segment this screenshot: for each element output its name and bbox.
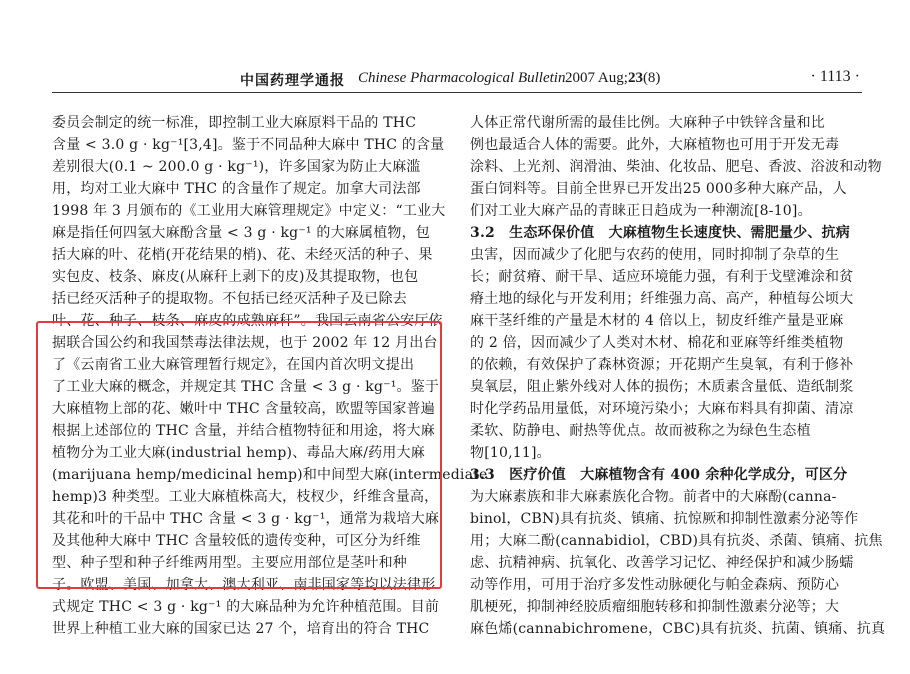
- text-line: 叶、花、种子、枝条、麻皮的成熟麻秆”。我国云南省公安厅依: [52, 313, 443, 329]
- text-line: 虑、抗精神病、抗氧化、改善学习记忆、神经保护和减少肠蠕: [470, 555, 854, 571]
- text-line: 子。欧盟、美国、加拿大、澳大利亚、南非国家等均以法律形: [52, 577, 436, 593]
- text-line: 委员会制定的统一标准，即控制工业大麻原料干品的 THC: [52, 115, 417, 131]
- section-heading-line: 3.2 生态环保价值 大麻植物生长速度快、需肥量少、抗病: [470, 225, 850, 241]
- text-line: 1998 年 3 月颁布的《工业用大麻管理规定》中定义：“工业大: [52, 203, 446, 219]
- text-line: 柔软、防静电、耐热等优点。故而被称之为绿色生态植: [470, 423, 811, 439]
- text-line: 虫害，因而减少了化肥与农药的使用，同时抑制了杂草的生: [470, 247, 840, 263]
- text-line: binol，CBN)具有抗炎、镇痛、抗惊厥和抑制性激素分泌等作: [470, 511, 859, 527]
- issue-date: 2007 Aug;: [565, 70, 628, 86]
- running-header: [240, 68, 860, 90]
- text-line: 蛋白饲料等。目前全世界已开发出25 000多种大麻产品，人: [470, 181, 847, 197]
- text-line: 人体正常代谢所需的最佳比例。大麻种子中铁锌含量和比: [470, 115, 825, 131]
- text-line: 了《云南省工业大麻管理暂行规定》，在国内首次明文提出: [52, 357, 415, 373]
- text-line: 差别很大(0.1 ~ 200.0 g · kg⁻¹)，许多国家为防止大麻滥: [52, 159, 421, 175]
- page-number: · 1113 ·: [810, 68, 860, 85]
- text-line: 物[10,11]。: [470, 445, 551, 461]
- text-line: 的 2 倍，因而减少了人类对木材、棉花和亚麻等纤维类植物: [470, 335, 844, 351]
- text-line: 们对工业大麻产品的青睐正日趋成为一种潮流[8-10]。: [470, 203, 812, 219]
- text-line: 例也最适合人体的需要。此外，大麻植物也可用于开发无毒: [470, 137, 840, 153]
- text-line: 时化学药品用量低，对环境污染小；大麻布料具有抑菌、清凉: [470, 401, 854, 417]
- text-line: 式规定 THC < 3 g · kg⁻¹ 的大麻品种为允许种植范围。目前: [52, 599, 440, 615]
- text-line: 括已经灭活种子的提取物。不包括已经灭活种子及已除去: [52, 291, 407, 307]
- text-line: 的依赖，有效保护了森林资源；开花期产生臭氧，有利于修补: [470, 357, 854, 373]
- text-line: 用，均对工业大麻中 THC 的含量作了规定。加拿大司法部: [52, 181, 421, 197]
- text-line: 大麻植物上部的花、嫩叶中 THC 含量较高，欧盟等国家普遍: [52, 401, 435, 417]
- text-line: hemp)3 种类型。工业大麻植株高大，枝杈少，纤维含量高，: [52, 489, 439, 505]
- text-line: 瘠土地的绿化与开发利用；纤维强力高、高产，种植每公顷大: [470, 291, 854, 307]
- text-line: 世界上种植工业大麻的国家已达 27 个，培育出的符合 THC: [52, 621, 430, 637]
- text-line: 含量 < 3.0 g · kg⁻¹[3,4]。鉴于不同品种大麻中 THC 的含量: [52, 137, 445, 153]
- text-line: 麻色烯(cannabichromene，CBC)具有抗炎、抗菌、镇痛、抗真: [470, 621, 886, 637]
- volume-number: 23: [627, 70, 643, 86]
- text-line: 为大麻素族和非大麻素族化合物。前者中的大麻酚(canna-: [470, 489, 837, 505]
- issue-number: (8): [642, 70, 661, 86]
- text-line: 长；耐贫瘠、耐干旱、适应环境能力强，有利于戈壁滩涂和贫: [470, 269, 854, 285]
- text-line: 用；大麻二酚(cannabidiol，CBD)具有抗炎、杀菌、镇痛、抗焦: [470, 533, 883, 549]
- text-line: 其花和叶的干品中 THC 含量 < 3 g · kg⁻¹，通常为栽培大麻: [52, 511, 440, 527]
- journal-title-en: Chinese Pharmacological Bulletin: [358, 70, 566, 86]
- text-line: (marijuana hemp/medicinal hemp)和中间型大麻(intermediate: [52, 467, 488, 483]
- text-line: 及其他种大麻中 THC 含量较低的遗传变种，可区分为纤维: [52, 533, 421, 549]
- text-line: 据联合国公约和我国禁毒法律法规，也于 2002 年 12 月出台: [52, 335, 438, 351]
- text-line: 麻是指任何四氢大麻酚含量 < 3 g · kg⁻¹ 的大麻属植物，包: [52, 225, 430, 241]
- text-line: 植物分为工业大麻(industrial hemp)、毒品大麻/药用大麻: [52, 445, 425, 461]
- text-line: 动等作用，可用于治疗多发性动脉硬化与帕金森病、预防心: [470, 577, 840, 593]
- text-line: 了工业大麻的概念，并规定其 THC 含量 < 3 g · kg⁻¹。鉴于: [52, 379, 440, 395]
- text-line: 麻干茎纤维的产量是木材的 4 倍以上，韧皮纤维产量是亚麻: [470, 313, 844, 329]
- right-column: [470, 112, 886, 640]
- journal-title-cn: 中国药理学通报: [240, 73, 345, 89]
- text-line: 括大麻的叶、花梢(开花结果的梢)、花、未经灭活的种子、果: [52, 247, 433, 263]
- header-rule: [52, 92, 862, 93]
- text-line: 肌梗死，抑制神经胶质瘤细胞转移和抑制性激素分泌等；大: [470, 599, 840, 615]
- text-line: 根据上述部位的 THC 含量，并结合植物特征和用途，将大麻: [52, 423, 435, 439]
- section-heading-line: 3.3 医疗价值 大麻植物含有 400 余种化学成分，可区分: [470, 467, 848, 483]
- text-line: 实包皮、枝条、麻皮(从麻秆上剥下的皮)及其提取物，也包: [52, 269, 419, 285]
- text-line: 型、种子型和种子纤维两用型。主要应用部位是茎叶和种: [52, 555, 407, 571]
- issue-info: [565, 70, 660, 87]
- text-line: 涂料、上光剂、润滑油、柴油、化妆品、肥皂、香波、浴波和动物: [470, 159, 882, 175]
- text-line: 臭氧层，阻止紫外线对人体的损伤；木质素含量低、造纸制浆: [470, 379, 854, 395]
